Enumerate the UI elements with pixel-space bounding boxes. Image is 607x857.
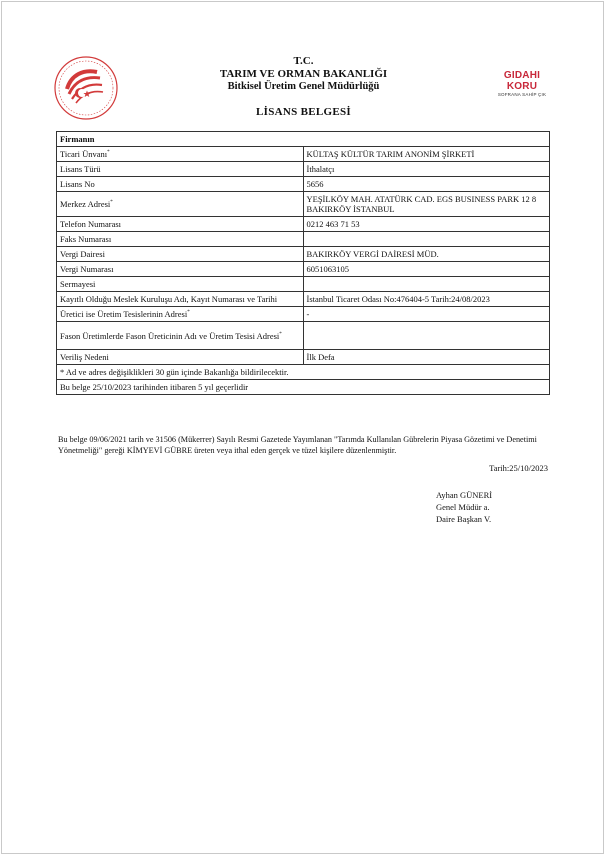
footnote-row [57, 365, 550, 380]
row-label: Merkez Adresi* [57, 192, 304, 217]
row-label: Sermayesi [57, 277, 304, 292]
signatory-role: Daire Başkan V. [436, 514, 492, 524]
row-label: Faks Numarası [57, 232, 304, 247]
page-border [1, 1, 604, 854]
validity-row [57, 380, 550, 395]
regulation-note: Bu belge 09/06/2021 tarih ve 31506 (Mükerrer) Sayılı Resmi Gazetede Yayımlanan "Tarımda Kullanılan Gübrelerin Piyasa Gözetimi ve Denetimi Yönetmeliği" gereği KİMYEVİ GÜBRE üreten veya ithal eden gerçek ve tüzel kişilere düzenlenmiştir. [58, 435, 537, 455]
table-row [57, 177, 550, 192]
row-value: 0212 463 71 53 [303, 217, 550, 232]
table-row [57, 307, 550, 322]
row-value: 6051063105 [303, 262, 550, 277]
row-value: İthalatçı [303, 162, 550, 177]
row-label: Fason Üretimlerde Fason Üreticinin Adı ve Üretim Tesisi Adresi* [57, 322, 304, 350]
row-label: Telefon Numarası [57, 217, 304, 232]
table-row [57, 322, 550, 350]
header-directorate: Bitkisel Üretim Genel Müdürlüğü [227, 81, 380, 92]
table-section-row [57, 132, 550, 147]
license-table [56, 131, 550, 395]
row-value: 5656 [303, 177, 550, 192]
signatory-title: Genel Müdür a. [436, 502, 490, 512]
validity-text: Bu belge 25/10/2023 tarihinden itibaren 5 yıl geçerlidir [57, 380, 550, 395]
issue-date: Tarih:25/10/2023 [489, 463, 548, 473]
row-label: Lisans Türü [57, 162, 304, 177]
row-label: Vergi Dairesi [57, 247, 304, 262]
table-row [57, 147, 550, 162]
table-row [57, 192, 550, 217]
document-title: LİSANS BELGESİ [256, 106, 351, 118]
brand-tagline: SOFRANA SAHİP ÇIK [497, 92, 547, 97]
brand-name: GIDAHI KORU [503, 70, 541, 92]
header-tc: T.C. [293, 55, 314, 67]
signatory-name: Ayhan GÜNERİ [436, 490, 493, 500]
row-label: Veriliş Nedeni [57, 350, 304, 365]
row-value [303, 322, 550, 350]
row-label: Üretici ise Üretim Tesislerinin Adresi* [57, 307, 304, 322]
header-ministry: TARIM VE ORMAN BAKANLIĞI [219, 68, 388, 80]
table-row [57, 162, 550, 177]
footnote: * Ad ve adres değişiklikleri 30 gün içinde Bakanlığa bildirilecektir. [57, 365, 550, 380]
table-row [57, 232, 550, 247]
row-label: Ticari Ünvanı* [57, 147, 304, 162]
row-value: BAKIRKÖY VERGİ DAİRESİ MÜD. [303, 247, 550, 262]
table-row [57, 350, 550, 365]
row-label: Kayıtlı Olduğu Meslek Kuruluşu Adı, Kayıt Numarası ve Tarihi [57, 292, 304, 307]
table-row [57, 217, 550, 232]
signature-block [436, 489, 492, 525]
row-value: KÜLTAŞ KÜLTÜR TARIM ANONİM ŞİRKETİ [303, 147, 550, 162]
row-value [303, 232, 550, 247]
table-row [57, 292, 550, 307]
table-row [57, 277, 550, 292]
row-label: Lisans No [57, 177, 304, 192]
table-row [57, 247, 550, 262]
row-label: Vergi Numarası [57, 262, 304, 277]
row-value [303, 277, 550, 292]
row-value: İlk Defa [303, 350, 550, 365]
section-title: Firmanın [57, 132, 550, 147]
row-value: İstanbul Ticaret Odası No:476404-5 Tarih:24/08/2023 [303, 292, 550, 307]
table-row [57, 262, 550, 277]
row-value: YEŞİLKÖY MAH. ATATÜRK CAD. EGS BUSINESS PARK 12 8 BAKIRKÖY İSTANBUL [303, 192, 550, 217]
row-value: - [303, 307, 550, 322]
